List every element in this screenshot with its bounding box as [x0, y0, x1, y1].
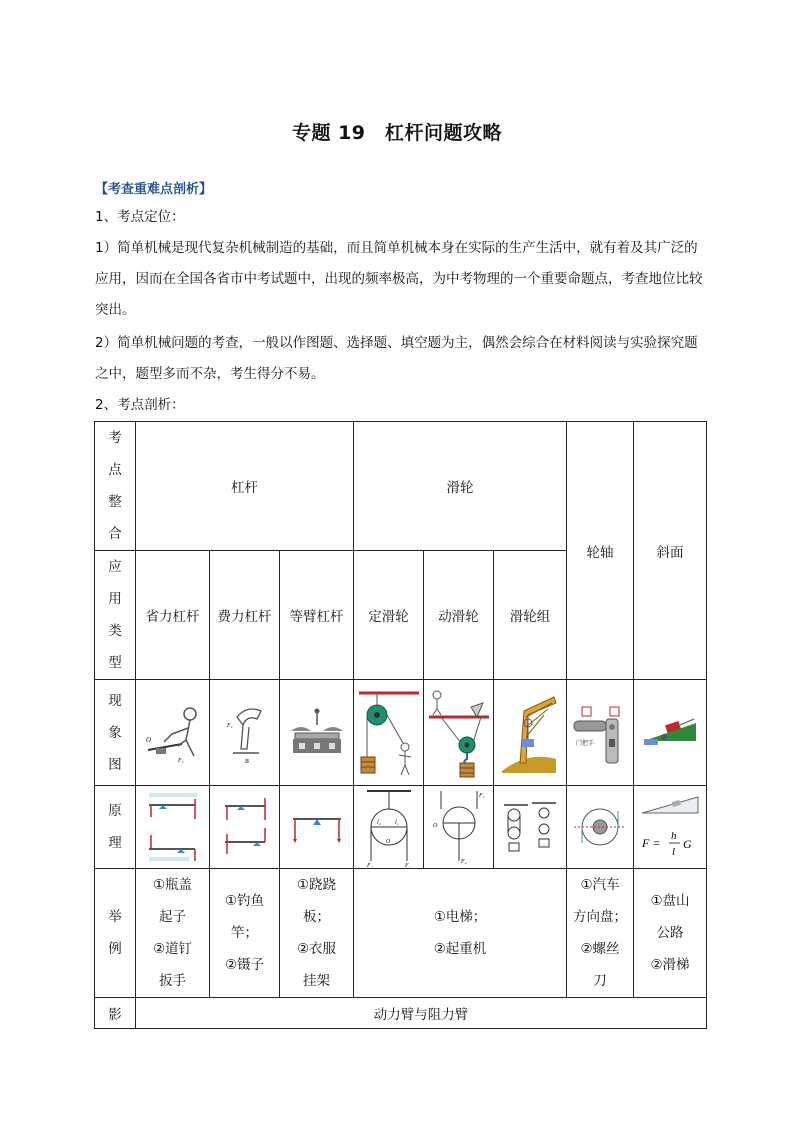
row-header-types — [95, 551, 136, 680]
example-line: ①汽车 — [580, 877, 620, 893]
example-line: ①电梯； — [433, 909, 487, 925]
fixed-pulley-l2: l₂ — [376, 820, 381, 826]
row-header-figure-text: 现象图 — [108, 692, 122, 773]
row-header-principle-text: 原理 — [108, 803, 122, 851]
balance-scale-illustration — [285, 705, 349, 761]
example-line: ①瓶盖 — [152, 877, 193, 893]
door-handle-illustration — [570, 699, 630, 767]
example-line: 公路 — [656, 925, 684, 941]
fig-equal-lever — [280, 680, 354, 786]
principle-fixed-pulley — [354, 786, 424, 869]
type-equal-lever: 等臂杠杆 — [280, 551, 354, 680]
point1-item1: 1）简单机械是现代复杂机械制造的基础，而且简单机械本身在实际的生产生活中，就有着及其广泛的应用，因而在全国各省市中考试题中，出现的频率极高，为中考物理的一个重要命题点，考查地位比较突出。 — [95, 240, 703, 318]
examples-costly-lever — [210, 869, 280, 998]
example-line: 竿； — [231, 925, 258, 941]
example-line: ②镊子 — [224, 957, 265, 973]
wheel-axle-diagram — [572, 797, 628, 857]
incline-cart-illustration — [640, 713, 700, 753]
label-o: O — [145, 735, 151, 744]
label-f1: F₁ — [177, 757, 184, 764]
principle-saving-lever — [136, 786, 210, 869]
example-line: ②起重机 — [433, 941, 487, 957]
example-line: ②螺丝 — [580, 941, 620, 957]
point1-item2: 2）简单机械问题的考查，一般以作图题、选择题、填空题为主，偶然会综合在材料阅读与实验探究题之中，题型多而不杂，考生得分不易。 — [95, 335, 698, 382]
example-line: 起子 — [159, 909, 186, 925]
type-costly-lever: 费力杠杆 — [210, 551, 280, 680]
group-incline: 斜面 — [634, 422, 707, 680]
section-heading: 【考查重难点剖析】 — [95, 182, 213, 197]
example-line: ①跷跷 — [296, 877, 337, 893]
movable-pulley-diagram — [429, 787, 489, 867]
point2-label: 2、考点剖析： — [95, 397, 185, 413]
row-header-influence: 影 — [95, 998, 136, 1029]
examples-incline — [634, 869, 707, 998]
page-title: 专题 19 杠杆问题攻略 — [291, 122, 503, 144]
fixed-pulley-l1: l₁ — [394, 820, 399, 826]
label-f: F₁ — [226, 722, 233, 729]
movable-pulley-f2: F₂ — [460, 859, 467, 865]
row-header-integration-text: 考点整合 — [108, 430, 122, 542]
row-header-integration — [95, 422, 136, 551]
fig-saving-lever — [136, 680, 210, 786]
knowledge-table — [94, 421, 707, 1029]
saving-lever-diagram — [143, 791, 203, 863]
principle-costly-lever — [210, 786, 280, 869]
movable-pulley-illustration — [427, 687, 491, 779]
example-line: 刀 — [593, 973, 607, 989]
examples-saving-lever — [136, 869, 210, 998]
fig-pulley-block — [494, 680, 567, 786]
fixed-pulley-diagram — [359, 787, 419, 867]
examples-equal-lever — [280, 869, 354, 998]
group-pulley: 滑轮 — [354, 422, 567, 551]
person-bottle-opener-illustration — [142, 698, 204, 768]
fig-fixed-pulley — [354, 680, 424, 786]
equal-lever-diagram — [287, 807, 347, 847]
formula-g: G — [683, 837, 692, 851]
row-header-principle — [95, 786, 136, 869]
row-header-figure — [95, 680, 136, 786]
type-movable-pulley: 动滑轮 — [424, 551, 494, 680]
example-line: ②衣服 — [296, 941, 337, 957]
fixed-pulley-f2: F₂ — [366, 863, 373, 867]
type-fixed-pulley: 定滑轮 — [354, 551, 424, 680]
principle-incline — [634, 786, 707, 869]
formula-f: F = — [642, 836, 661, 850]
example-line: ①钓鱼 — [224, 893, 265, 909]
principle-pulley-block — [494, 786, 567, 869]
crane-illustration — [498, 693, 562, 773]
principle-wheel-axle — [567, 786, 634, 869]
principle-equal-lever — [280, 786, 354, 869]
fixed-pulley-f1: F₁ — [404, 863, 411, 867]
example-line: 板； — [303, 909, 330, 925]
type-saving-lever: 省力杠杆 — [136, 551, 210, 680]
costly-lever-diagram — [217, 794, 273, 860]
fixed-pulley-o: O — [385, 839, 390, 845]
row-header-types-text: 应用类型 — [108, 559, 122, 671]
pulley-block-diagram — [500, 797, 560, 857]
fig-incline — [634, 680, 707, 786]
movable-pulley-f1: F₁ — [478, 793, 485, 799]
principle-movable-pulley — [424, 786, 494, 869]
incline-formula-diagram — [638, 791, 702, 863]
fig-wheel-axle — [567, 680, 634, 786]
group-wheel-axle: 轮轴 — [567, 422, 634, 680]
formula-l: l — [672, 846, 676, 858]
label-b: B — [244, 758, 249, 765]
example-line: 方向盘； — [573, 909, 627, 925]
fixed-pulley-illustration — [357, 689, 421, 777]
movable-pulley-o: O — [432, 823, 437, 829]
formula-h: h — [671, 830, 677, 842]
example-line: 挂架 — [303, 973, 330, 989]
example-line: ②道钉 — [152, 941, 193, 957]
fig-costly-lever — [210, 680, 280, 786]
door-handle-label: 门把手 — [576, 739, 595, 747]
example-line: 扳手 — [159, 973, 186, 989]
row-header-examples-text: 举例 — [108, 909, 122, 957]
arm-lever-illustration — [217, 697, 273, 769]
example-line: ①盘山 — [650, 893, 690, 909]
example-line: ②滑梯 — [650, 957, 690, 973]
point1-label: 1、考点定位： — [95, 209, 185, 225]
examples-wheel-axle — [567, 869, 634, 998]
group-lever: 杠杆 — [136, 422, 354, 551]
fig-movable-pulley — [424, 680, 494, 786]
type-pulley-block: 滑轮组 — [494, 551, 567, 680]
influence-text: 动力臂与阻力臂 — [136, 998, 707, 1029]
examples-pulley — [354, 869, 567, 998]
row-header-examples — [95, 869, 136, 998]
